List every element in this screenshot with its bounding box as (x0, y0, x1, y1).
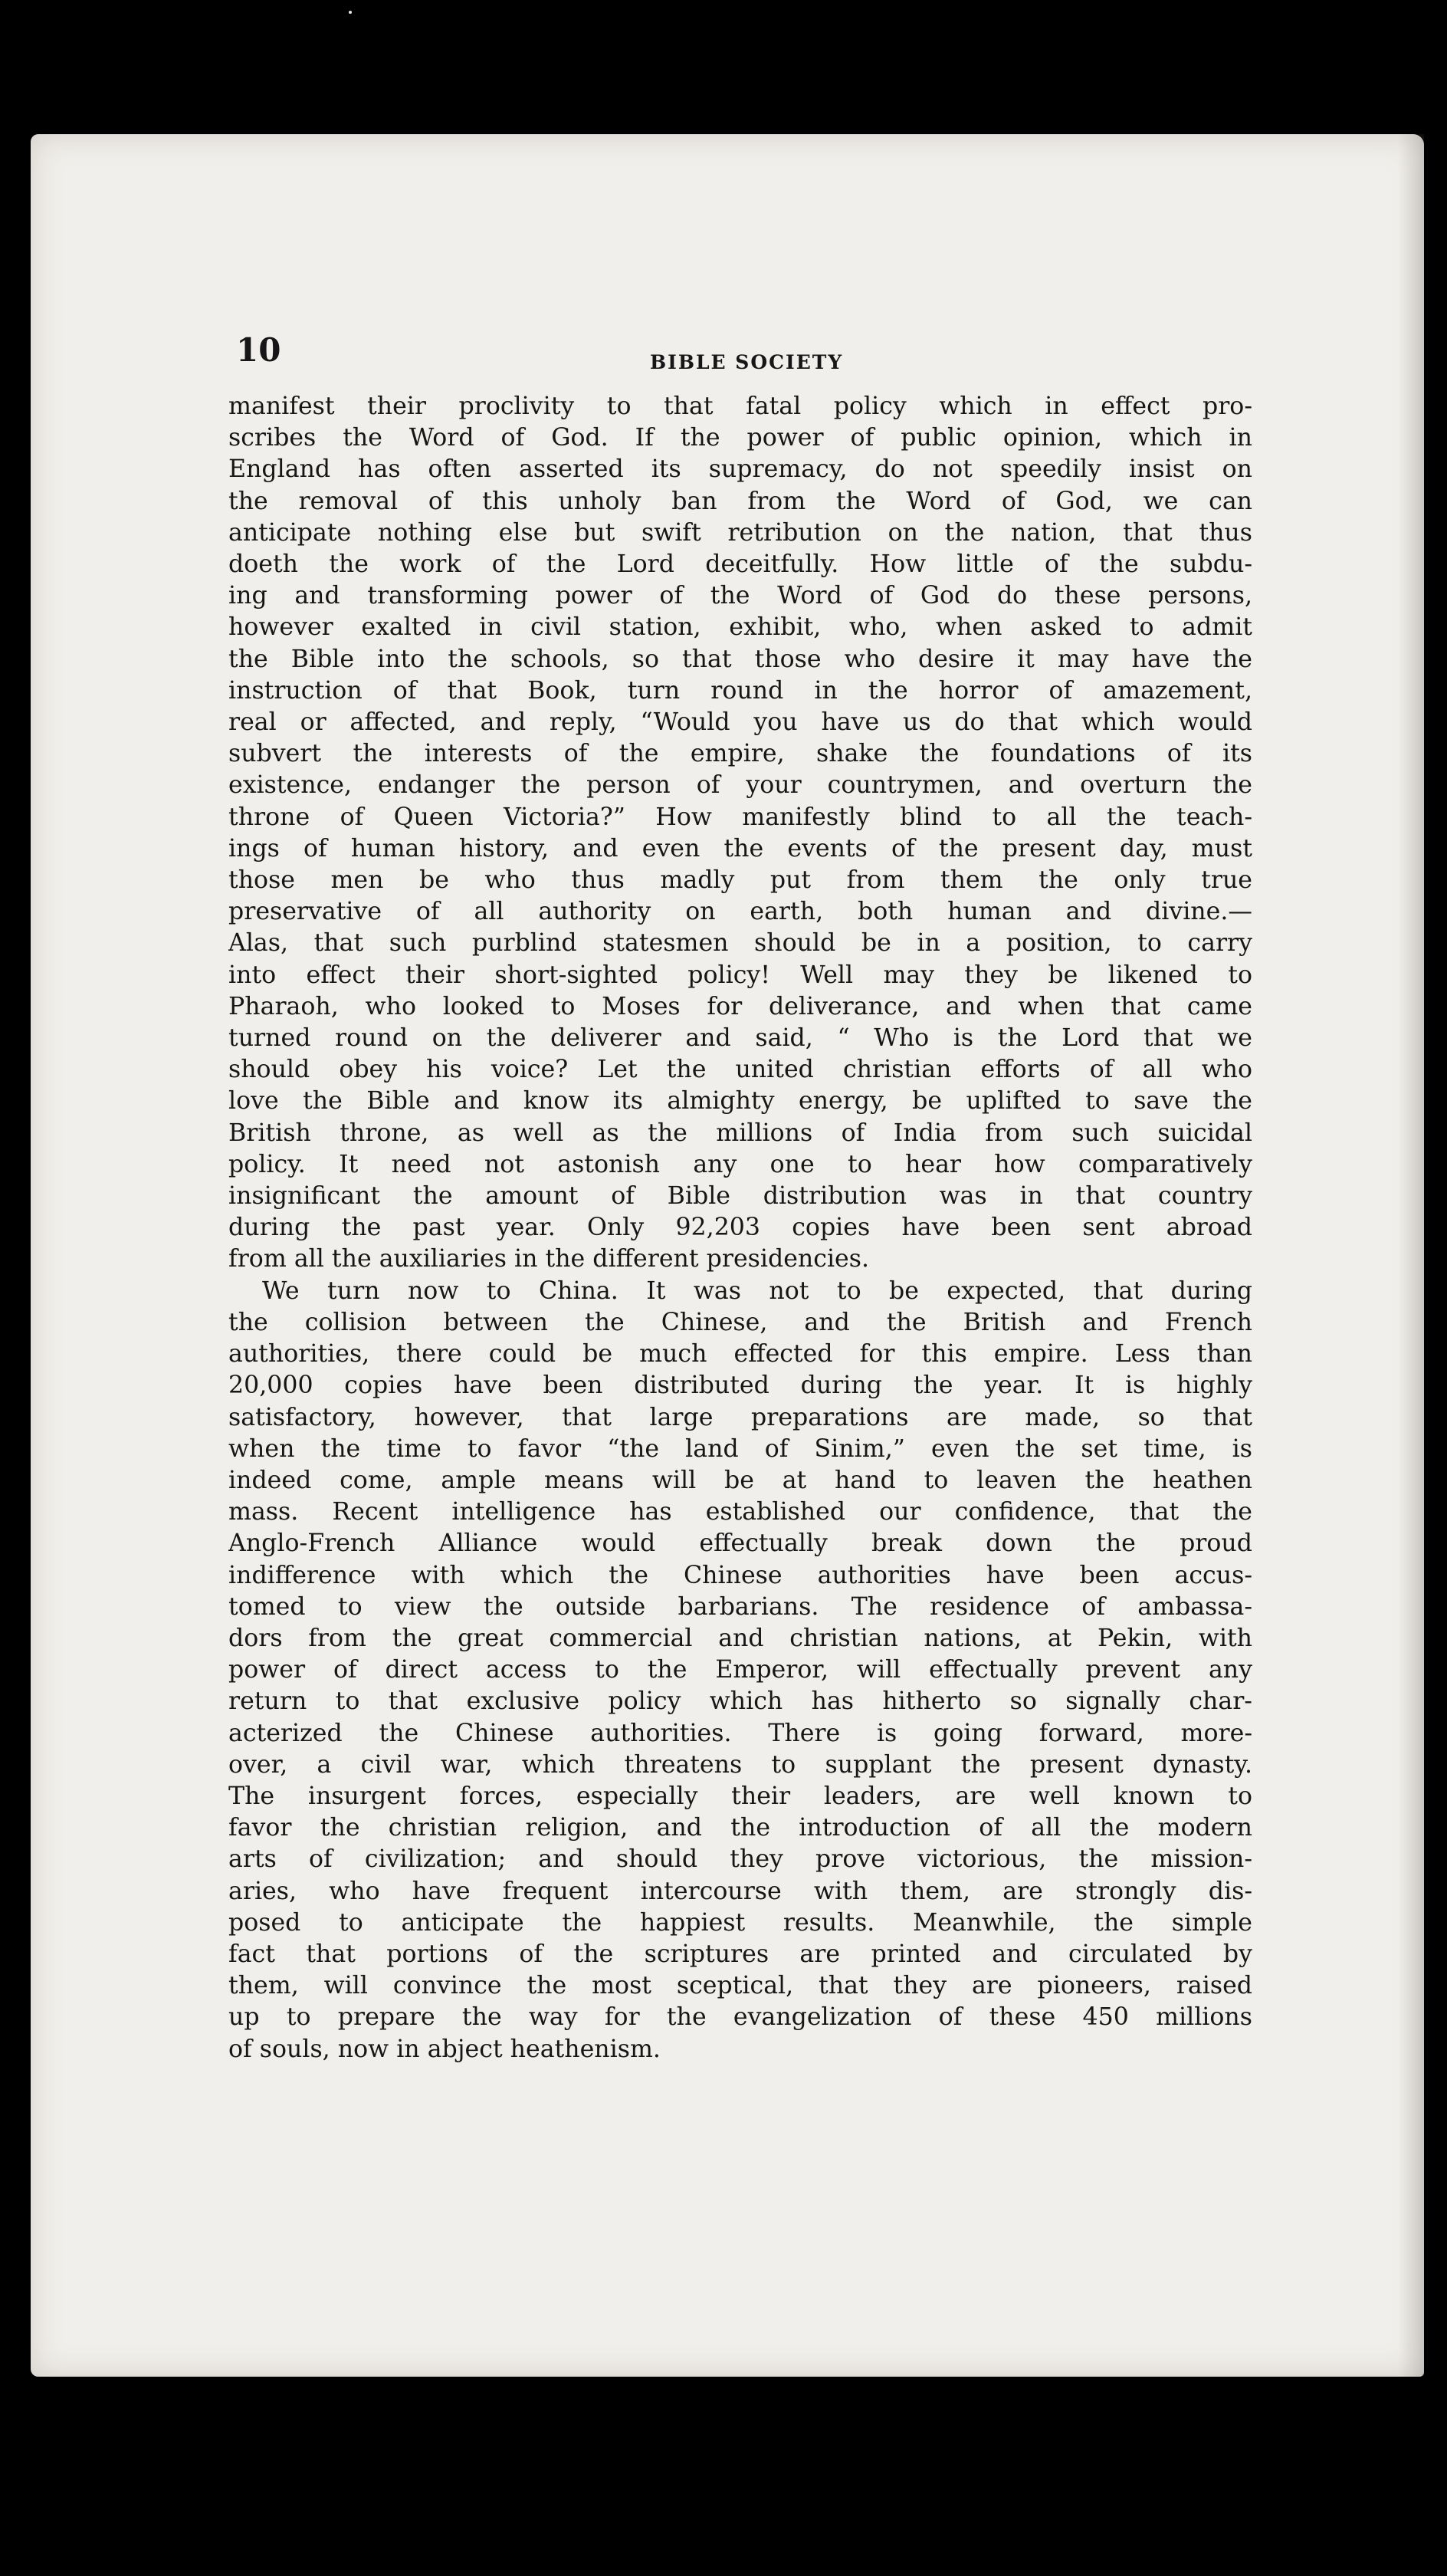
text-line: up to prepare the way for the evangelization of these 450 millions (228, 2003, 1252, 2032)
text-line: existence, endanger the person of your countrymen, and overturn the (228, 771, 1252, 800)
text-line: love the Bible and know its almighty energy, be uplifted to save the (228, 1087, 1252, 1116)
text-line: manifest their proclivity to that fatal policy which in effect pro- (228, 393, 1252, 420)
running-head: BIBLE SOCIETY (650, 351, 844, 373)
text-line: England has often asserted its supremacy, do not speedily insist on (228, 455, 1252, 484)
text-line: acterized the Chinese authorities. There is going forward, more- (228, 1719, 1252, 1747)
text-line: authorities, there could be much effected for this empire. Less than (228, 1340, 1252, 1368)
text-line: mass. Recent intelligence has established our confidence, that the (228, 1498, 1252, 1526)
scan-speck (349, 11, 352, 14)
text-line: the removal of this unholy ban from the Word of God, we can (228, 487, 1252, 515)
text-line: scribes the Word of God. If the power of public opinion, which in (228, 424, 1252, 452)
text-line: 20,000 copies have been distributed during the year. It is highly (228, 1372, 1252, 1400)
text-line: fact that portions of the scriptures are printed and circulated by (228, 1940, 1252, 1968)
text-line: turned round on the deliverer and said, “ Who is the Lord that we (228, 1024, 1252, 1053)
text-line: aries, who have frequent intercourse with them, are strongly dis- (228, 1877, 1252, 1905)
text-line: power of direct access to the Emperor, will effectually prevent any (228, 1656, 1252, 1684)
text-line: British throne, as well as the millions of India from such suicidal (228, 1119, 1252, 1147)
leaf-edge-shadow (1398, 134, 1424, 2377)
text-line: favor the christian religion, and the introduction of all the modern (228, 1814, 1252, 1842)
text-line: return to that exclusive policy which has hitherto so signally char- (228, 1687, 1252, 1716)
text-line: of souls, now in abject heathenism. (228, 2035, 661, 2063)
text-line: insignificant the amount of Bible distribution was in that country (228, 1182, 1252, 1211)
page-number: 10 (236, 331, 281, 369)
text-line: the Bible into the schools, so that those who desire it may have the (228, 645, 1252, 673)
text-line: during the past year. Only 92,203 copies have been sent abroad (228, 1214, 1252, 1242)
text-line: those men be who thus madly put from them the only true (228, 866, 1252, 895)
text-line: satisfactory, however, that large preparations are made, so that (228, 1403, 1252, 1431)
text-line: preservative of all authority on earth, both human and divine.— (228, 898, 1252, 926)
text-line: tomed to view the outside barbarians. The residence of ambassa- (228, 1592, 1252, 1621)
text-line: from all the auxiliaries in the different presidencies. (228, 1245, 870, 1273)
text-line: subvert the interests of the empire, shake the foundations of its (228, 740, 1252, 768)
text-line: real or affected, and reply, “Would you have us do that which would (228, 708, 1252, 737)
page-header (228, 331, 1252, 391)
text-line: them, will convince the most sceptical, that they are pioneers, raised (228, 1972, 1252, 2000)
text-line: when the time to favor “the land of Sinim,” even the set time, is (228, 1434, 1252, 1463)
paragraph (228, 1276, 1252, 2065)
text-line: posed to anticipate the happiest results. Meanwhile, the simple (228, 1908, 1252, 1937)
text-block (228, 331, 1252, 2065)
body-text (228, 391, 1252, 2065)
text-line: instruction of that Book, turn round in the horror of amazement, (228, 676, 1252, 705)
text-line: over, a civil war, which threatens to supplant the present dynasty. (228, 1750, 1252, 1779)
text-line: We turn now to China. It was not to be expected, that during (262, 1276, 1252, 1305)
text-line: however exalted in civil station, exhibit, who, when asked to admit (228, 613, 1252, 642)
text-line: indifference with which the Chinese authorities have been accus- (228, 1561, 1252, 1589)
text-line: Pharaoh, who looked to Moses for deliverance, and when that came (228, 992, 1252, 1020)
text-line: The insurgent forces, especially their leaders, are well known to (228, 1782, 1252, 1810)
text-line: policy. It need not astonish any one to hear how comparatively (228, 1150, 1252, 1178)
paragraph (228, 391, 1252, 1276)
text-line: anticipate nothing else but swift retribution on the nation, that thus (228, 518, 1252, 547)
text-line: throne of Queen Victoria?” How manifestly blind to all the teach- (228, 803, 1252, 831)
text-line: the collision between the Chinese, and the British and French (228, 1308, 1252, 1336)
text-line: ing and transforming power of the Word of God do these persons, (228, 582, 1252, 610)
text-line: Alas, that such purblind statesmen should be in a position, to carry (228, 929, 1252, 958)
text-line: doeth the work of the Lord deceitfully. How little of the subdu- (228, 550, 1252, 579)
text-line: into effect their short-sighted policy! Well may they be likened to (228, 961, 1252, 989)
text-line: should obey his voice? Let the united christian efforts of all who (228, 1056, 1252, 1084)
text-line: Anglo-French Alliance would effectually break down the proud (228, 1530, 1252, 1558)
text-line: dors from the great commercial and christian nations, at Pekin, with (228, 1624, 1252, 1652)
text-line: indeed come, ample means will be at hand to leaven the heathen (228, 1466, 1252, 1494)
text-line: ings of human history, and even the events of the present day, must (228, 834, 1252, 863)
text-line: arts of civilization; and should they prove victorious, the mission- (228, 1845, 1252, 1874)
